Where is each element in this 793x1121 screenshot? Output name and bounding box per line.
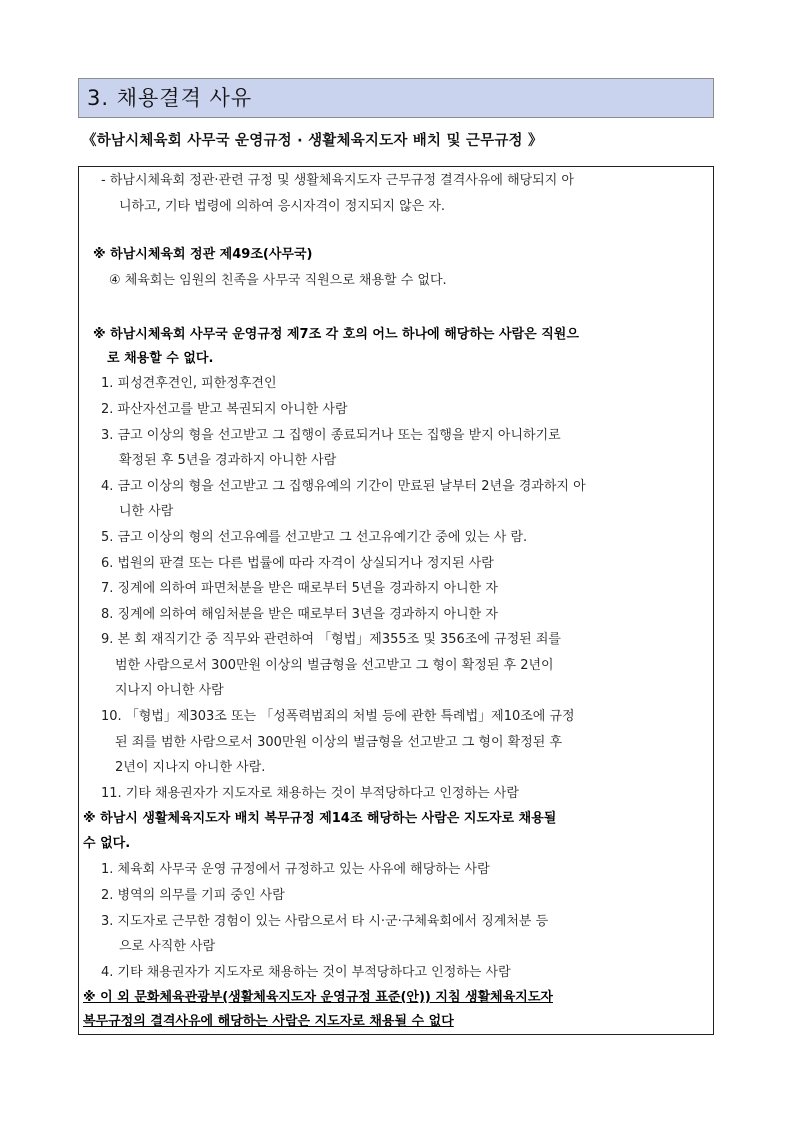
- list-item: 4. 금고 이상의 형을 선고받고 그 집행유예의 기간이 만료된 날부터 2년을 경과하지 아: [101, 479, 586, 494]
- list-item: 니한 사람: [119, 504, 174, 519]
- list-item: 지나지 아니한 사람: [115, 683, 224, 698]
- list-item: 9. 본 회 재직기간 중 직무와 관련하여 「형법」제355조 및 356조에 규정된 죄를: [101, 632, 561, 647]
- list-item: 6. 법원의 판결 또는 다른 법률에 따라 자격이 상실되거나 정지된 사람: [101, 556, 494, 571]
- rule-heading: ※ 하남시체육회 사무국 운영규정 제7조 각 호의 어느 하나에 해당하는 사람은 직원으: [93, 327, 579, 342]
- list-item: 5. 금고 이상의 형의 선고유예를 선고받고 그 선고유예기간 중에 있는 사 람.: [101, 530, 528, 545]
- list-item: 2. 파산자선고를 받고 복권되지 아니한 사람: [101, 402, 348, 417]
- list-item: 7. 징계에 의하여 파면처분을 받은 때로부터 5년을 경과하지 아니한 자: [101, 581, 498, 596]
- list-item: 1. 체육회 사무국 운영 규정에서 규정하고 있는 사유에 해당하는 사람: [101, 862, 490, 877]
- rule-heading: 수 없다.: [83, 836, 131, 851]
- list-item: 범한 사람으로서 300만원 이상의 벌금형을 선고받고 그 형이 확정된 후 2년이: [115, 658, 554, 673]
- list-item: 2년이 지나지 아니한 사람.: [115, 760, 266, 775]
- rule-heading: 로 채용할 수 없다.: [107, 351, 214, 366]
- closing-note: 복무규정의 결격사유에 해당하는 사람은 지도자로 채용될 수 없다: [83, 1014, 454, 1029]
- section-title: 3. 채용결격 사유: [87, 86, 253, 110]
- section-header: [78, 78, 714, 118]
- intro-line: - 하남시체육회 정관·관련 규정 및 생활체육지도자 근무규정 결격사유에 해당되지 아: [101, 173, 574, 188]
- rule-heading: ※ 하남시 생활체육지도자 배치 복무규정 제14조 해당하는 사람은 지도자로 채용될: [83, 811, 557, 826]
- list-item: 3. 지도자로 근무한 경험이 있는 사람으로서 타 시·군·구체육회에서 징계처분 등: [101, 914, 549, 929]
- rule-item: ④ 체육회는 임원의 친족을 사무국 직원으로 채용할 수 없다.: [109, 273, 447, 288]
- list-item: 2. 병역의 의무를 기피 중인 사람: [101, 888, 285, 903]
- list-item: 11. 기타 채용권자가 지도자로 채용하는 것이 부적당하다고 인정하는 사람: [101, 786, 519, 801]
- list-item: 으로 사직한 사람: [119, 939, 216, 954]
- content-box: [78, 166, 714, 1035]
- list-item: 확정된 후 5년을 경과하지 아니한 사람: [119, 453, 337, 468]
- list-item: 된 죄를 범한 사람으로서 300만원 이상의 벌금형을 선고받고 그 형이 확정된 후: [115, 735, 563, 750]
- rule-heading: ※ 하남시체육회 정관 제49조(사무국): [93, 247, 313, 262]
- list-item: 1. 피성견후견인, 피한정후견인: [101, 376, 277, 391]
- document-subtitle: 《하남시체육회 사무국 운영규정 · 생활체육지도자 배치 및 근무규정 》: [82, 133, 543, 149]
- list-item: 4. 기타 채용권자가 지도자로 채용하는 것이 부적당하다고 인정하는 사람: [101, 965, 511, 980]
- list-item: 3. 금고 이상의 형을 선고받고 그 집행이 종료되거나 또는 집행을 받지 아니하기로: [101, 428, 561, 443]
- intro-line: 니하고, 기타 법령에 의하여 응시자격이 정지되지 않은 자.: [119, 199, 446, 214]
- list-item: 10. 「형법」제303조 또는 「성폭력범죄의 처벌 등에 관한 특례법」제10조에 규정: [101, 709, 575, 724]
- closing-note: ※ 이 외 문화체육관광부(생활체육지도자 운영규정 표준(안)) 지침 생활체육지도자: [83, 990, 553, 1005]
- list-item: 8. 징계에 의하여 해임처분을 받은 때로부터 3년을 경과하지 아니한 자: [101, 607, 498, 622]
